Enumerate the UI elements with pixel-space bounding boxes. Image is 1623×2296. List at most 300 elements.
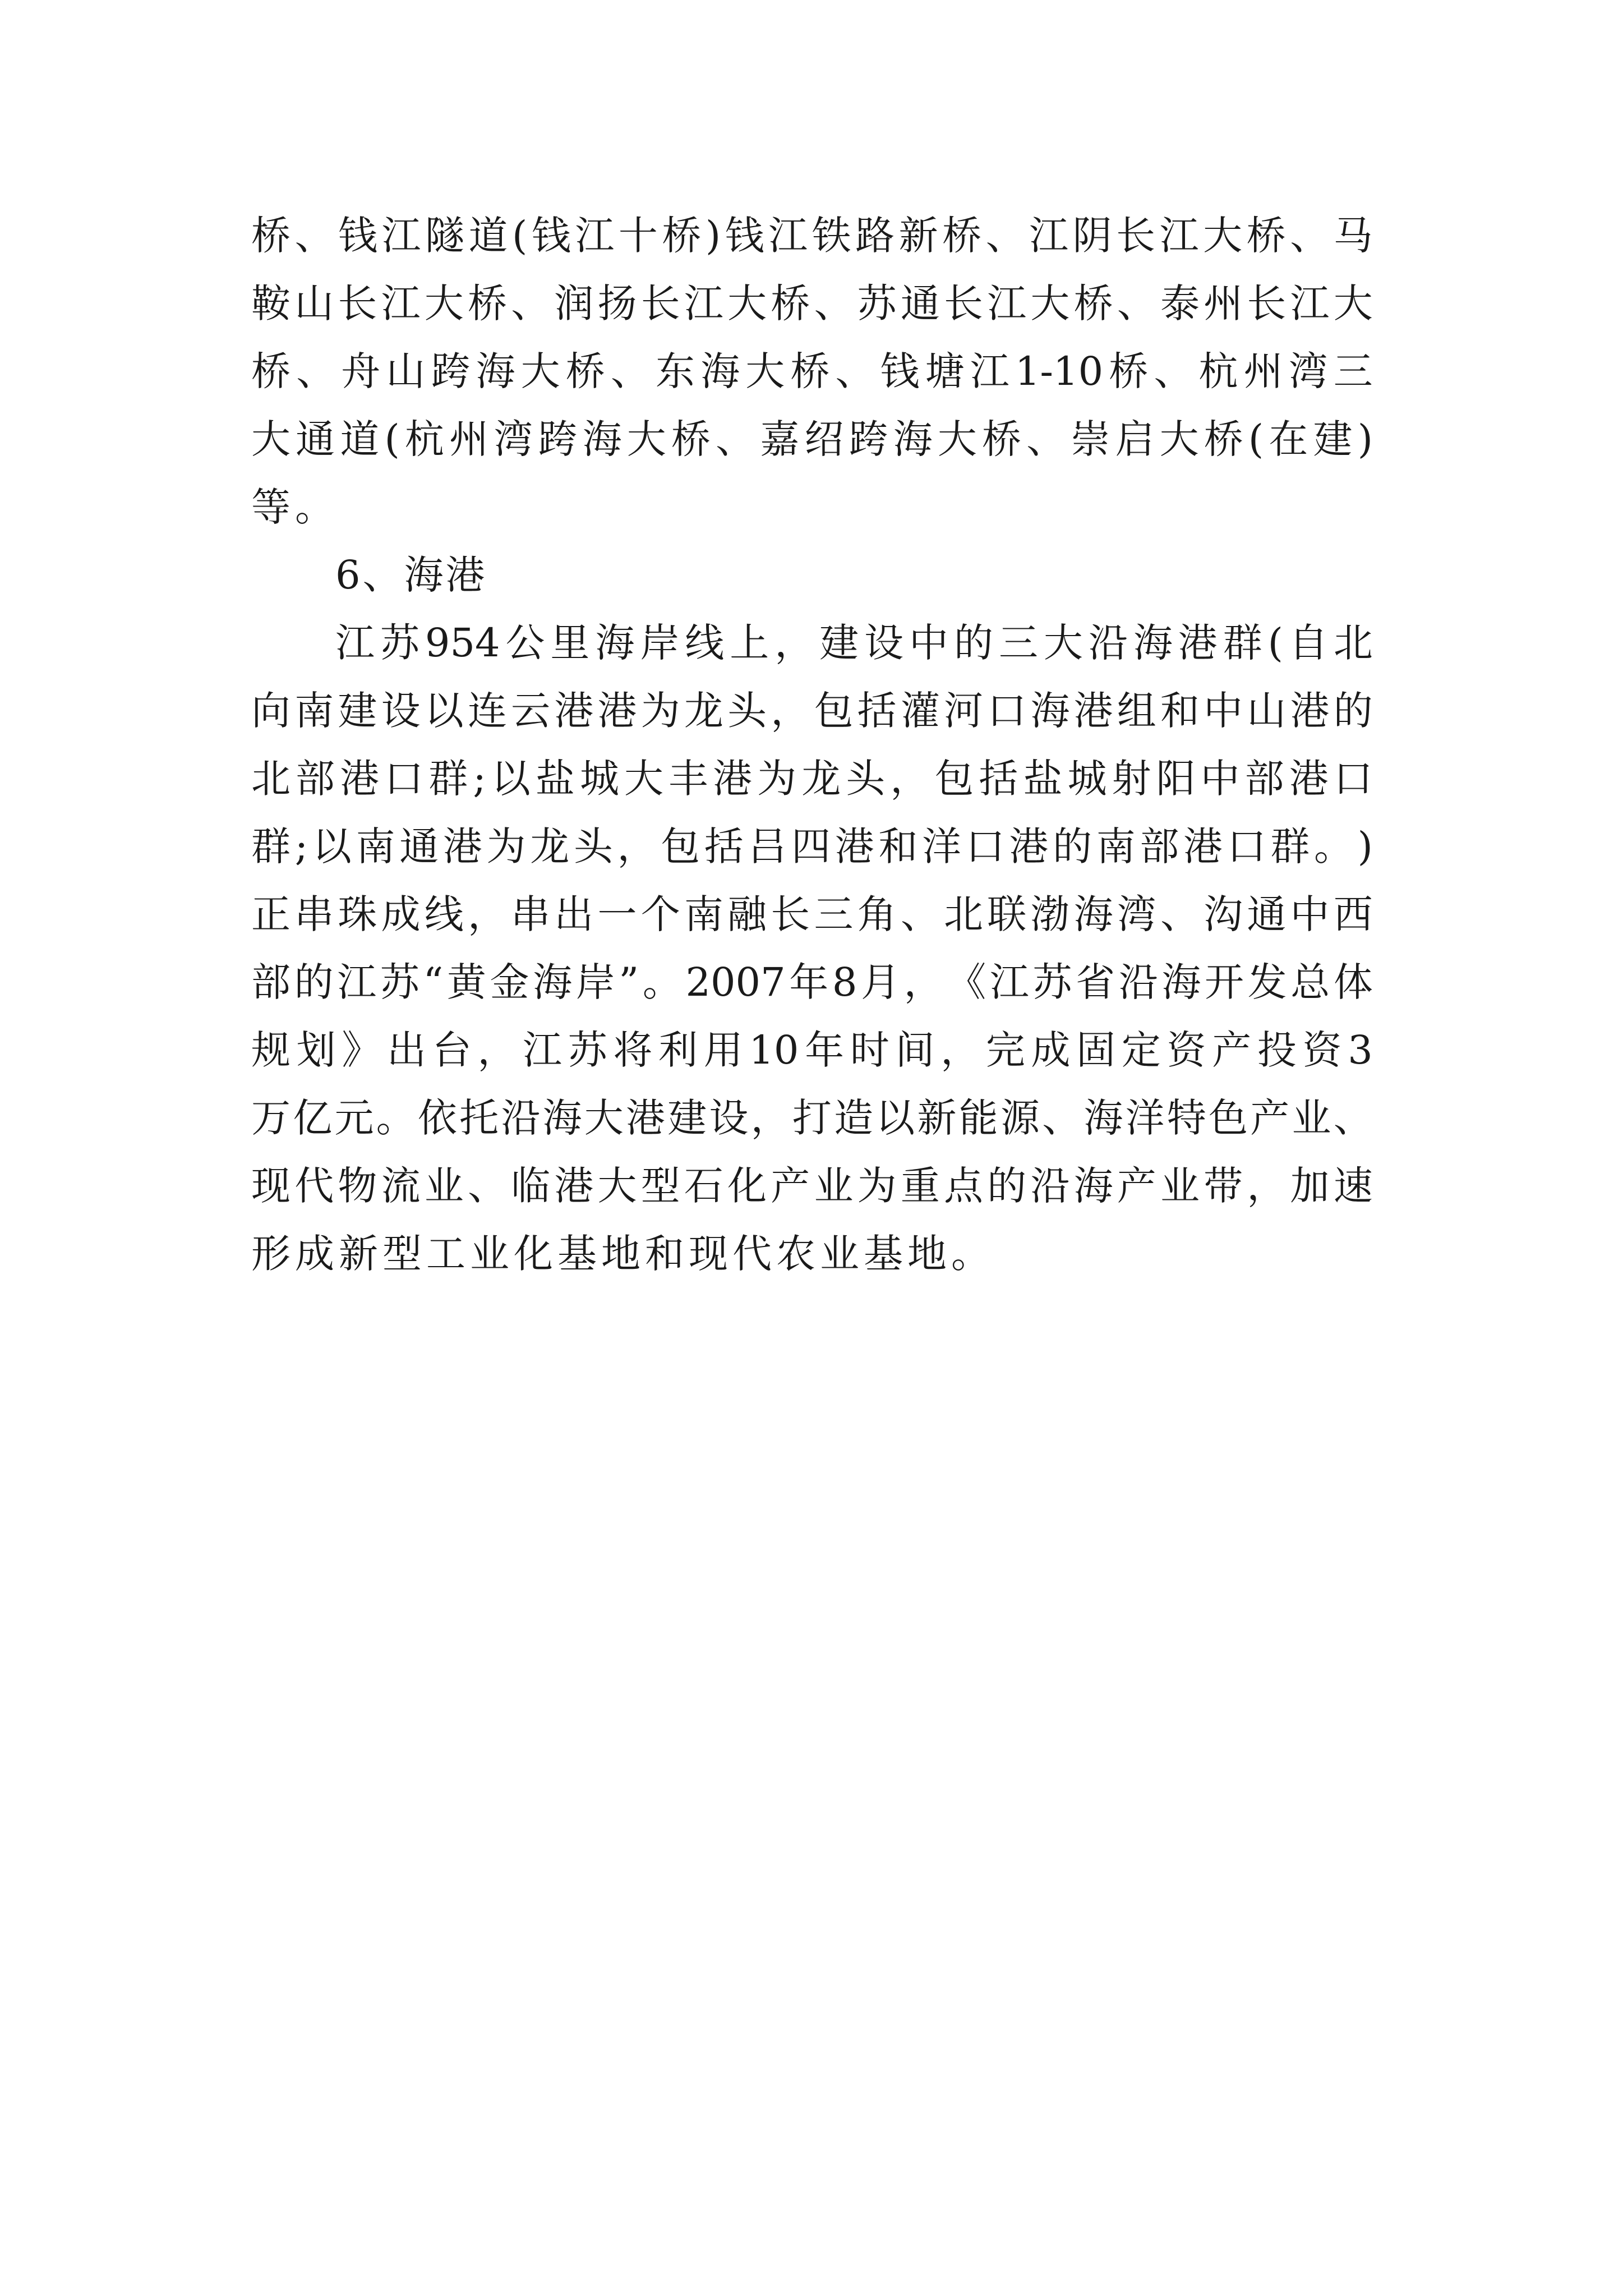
glyph: 重 xyxy=(900,1163,940,1209)
glyph: 港 xyxy=(1009,823,1049,869)
glyph: 铁 xyxy=(811,213,851,259)
glyph: 苏 xyxy=(568,1027,607,1073)
glyph: 个 xyxy=(640,891,680,937)
text-line xyxy=(251,609,1373,677)
glyph: 亿 xyxy=(293,1095,333,1141)
glyph: 沿 xyxy=(1088,620,1128,666)
glyph: 口 xyxy=(987,688,1027,734)
glyph: 串 xyxy=(294,891,334,937)
glyph: 为 xyxy=(640,688,680,734)
glyph: 、 xyxy=(1117,280,1156,326)
glyph: 为 xyxy=(486,823,526,869)
glyph: 上 xyxy=(730,620,769,666)
glyph: 建 xyxy=(1313,416,1353,462)
glyph: 通 xyxy=(399,823,439,869)
glyph: 托 xyxy=(459,1095,499,1141)
glyph: 跨 xyxy=(538,416,578,462)
glyph: 和 xyxy=(1160,688,1200,734)
glyph: 大 xyxy=(1043,620,1083,666)
glyph: 设 xyxy=(709,1095,749,1141)
glyph: 、 xyxy=(1026,416,1066,462)
text-line xyxy=(251,406,1373,473)
document-body xyxy=(251,202,1373,1288)
glyph: 渤 xyxy=(1030,891,1070,937)
text-line xyxy=(251,1084,1373,1152)
glyph: 海 xyxy=(1030,688,1070,734)
glyph: 盐 xyxy=(535,756,575,802)
text-line xyxy=(251,745,1373,813)
glyph: 钱 xyxy=(338,213,377,259)
glyph: 山 xyxy=(294,280,334,326)
glyph: 州 xyxy=(1204,280,1243,326)
glyph: 长 xyxy=(338,280,377,326)
glyph: 群 xyxy=(428,756,468,802)
glyph: 造 xyxy=(834,1095,874,1141)
glyph: 划 xyxy=(296,1027,336,1073)
glyph: 三 xyxy=(1333,348,1373,394)
glyph: 的 xyxy=(954,620,993,666)
glyph: 港 xyxy=(1178,620,1218,666)
glyph: 龙 xyxy=(530,823,570,869)
glyph: 括 xyxy=(704,823,744,869)
glyph: 舟 xyxy=(341,348,381,394)
glyph: 大 xyxy=(597,1163,637,1209)
glyph: 的 xyxy=(987,1163,1027,1209)
glyph: 十 xyxy=(618,213,658,259)
glyph: 桥 xyxy=(565,348,605,394)
glyph: 固 xyxy=(1076,1027,1116,1073)
glyph: ( xyxy=(1248,416,1264,462)
glyph: 年 xyxy=(789,959,829,1005)
glyph: 北 xyxy=(251,756,291,802)
glyph: 河 xyxy=(944,688,983,734)
glyph: 速 xyxy=(1333,1163,1373,1209)
glyph: 中 xyxy=(909,620,949,666)
glyph: 利 xyxy=(658,1027,698,1073)
glyph: 跨 xyxy=(849,416,888,462)
glyph: 射 xyxy=(1112,756,1151,802)
glyph: 钱 xyxy=(880,348,920,394)
glyph: 发 xyxy=(1247,959,1287,1005)
glyph: 10 xyxy=(749,1027,799,1073)
glyph: 特 xyxy=(1166,1095,1206,1141)
glyph: 道 xyxy=(468,213,508,259)
glyph: 角 xyxy=(857,891,897,937)
glyph: 钱 xyxy=(531,213,571,259)
glyph: 、 xyxy=(511,280,551,326)
glyph: 设 xyxy=(864,620,904,666)
glyph: 、 xyxy=(296,348,336,394)
glyph: ( xyxy=(512,213,528,259)
glyph: 跨 xyxy=(431,348,471,394)
glyph: 2007 xyxy=(685,959,786,1005)
glyph: 沿 xyxy=(1118,959,1158,1005)
glyph: 塘 xyxy=(925,348,965,394)
text-line xyxy=(251,881,1373,949)
glyph: 泰 xyxy=(1160,280,1200,326)
glyph: 源 xyxy=(1000,1095,1040,1141)
glyph: 、 xyxy=(814,280,854,326)
glyph: 海 xyxy=(1073,1163,1113,1209)
glyph: 包 xyxy=(934,756,974,802)
glyph: 8 xyxy=(832,959,857,1005)
glyph: 时 xyxy=(850,1027,889,1073)
glyph: 、 xyxy=(1042,1095,1082,1141)
glyph: 》 xyxy=(342,1027,381,1073)
glyph: 桥 xyxy=(1109,348,1149,394)
glyph: 海 xyxy=(700,348,740,394)
glyph: 现 xyxy=(251,1163,291,1209)
glyph: 型 xyxy=(640,1163,680,1209)
glyph: ; xyxy=(294,823,308,869)
glyph: 江 xyxy=(381,213,421,259)
glyph: 云 xyxy=(511,688,551,734)
glyph: 台 xyxy=(432,1027,472,1073)
glyph: ， xyxy=(477,1027,517,1073)
glyph: 杭 xyxy=(404,416,444,462)
glyph: 苏 xyxy=(380,620,419,666)
glyph: 海 xyxy=(1133,620,1173,666)
glyph: 和 xyxy=(878,823,918,869)
glyph: 江 xyxy=(335,620,375,666)
glyph: 部 xyxy=(1244,756,1284,802)
glyph: 山 xyxy=(1247,688,1287,734)
glyph: ， xyxy=(750,1095,790,1141)
glyph: 设 xyxy=(381,688,421,734)
glyph: 中 xyxy=(1290,891,1330,937)
text-line xyxy=(251,813,1373,881)
glyph: 江 xyxy=(1290,280,1330,326)
glyph: 产 xyxy=(771,1163,810,1209)
glyph: 规 xyxy=(251,1027,291,1073)
glyph: 产 xyxy=(1212,1027,1252,1073)
glyph: 海 xyxy=(1073,891,1113,937)
glyph: 江 xyxy=(1159,213,1199,259)
glyph: 州 xyxy=(449,416,489,462)
glyph: 临 xyxy=(511,1163,551,1209)
glyph: 洋 xyxy=(922,823,962,869)
glyph: 岸 xyxy=(640,620,680,666)
glyph: 部 xyxy=(1140,823,1179,869)
glyph: 年 xyxy=(805,1027,845,1073)
text-line xyxy=(251,949,1373,1016)
glyph: 隧 xyxy=(425,213,464,259)
glyph: 石 xyxy=(684,1163,723,1209)
glyph: 港 xyxy=(597,688,637,734)
glyph: ， xyxy=(903,959,943,1005)
glyph: 江 xyxy=(989,959,1029,1005)
glyph: 海 xyxy=(893,416,933,462)
glyph: 港 xyxy=(1290,688,1330,734)
glyph: 龙 xyxy=(801,756,841,802)
glyph: 括 xyxy=(857,688,897,734)
glyph: 港 xyxy=(1073,688,1113,734)
glyph: 以 xyxy=(491,756,531,802)
glyph: 大 xyxy=(624,756,664,802)
glyph: 苏 xyxy=(1032,959,1072,1005)
glyph: 北 xyxy=(1333,620,1373,666)
glyph: 《 xyxy=(947,959,986,1005)
glyph: 扬 xyxy=(597,280,637,326)
glyph: 中 xyxy=(1204,688,1243,734)
glyph: 成 xyxy=(381,891,421,937)
glyph: 岸 xyxy=(575,959,615,1005)
paragraph-seaports xyxy=(251,609,1373,1288)
glyph: 完 xyxy=(985,1027,1025,1073)
glyph: 业 xyxy=(424,1163,464,1209)
glyph: 港 xyxy=(625,1095,665,1141)
glyph: 沟 xyxy=(1204,891,1243,937)
glyph: 大 xyxy=(584,1095,624,1141)
glyph: 大 xyxy=(1333,280,1373,326)
glyph: 包 xyxy=(661,823,700,869)
glyph: ， xyxy=(774,620,814,666)
glyph: 桥 xyxy=(1246,213,1286,259)
glyph: 线 xyxy=(685,620,725,666)
glyph: 沿 xyxy=(1030,1163,1070,1209)
glyph: 、 xyxy=(716,416,755,462)
glyph: 山 xyxy=(386,348,426,394)
glyph: 长 xyxy=(771,891,810,937)
glyph: 为 xyxy=(757,756,797,802)
glyph: 开 xyxy=(1205,959,1244,1005)
glyph: 954 xyxy=(425,620,500,666)
glyph: 、 xyxy=(900,891,940,937)
text-line xyxy=(251,270,1373,338)
glyph: 苏 xyxy=(857,280,897,326)
glyph: ) xyxy=(1357,823,1373,869)
glyph: 投 xyxy=(1257,1027,1297,1073)
glyph: 桥 xyxy=(671,416,711,462)
glyph: 启 xyxy=(1115,416,1155,462)
glyph: 丰 xyxy=(668,756,708,802)
glyph: 长 xyxy=(1247,280,1287,326)
glyph: 串 xyxy=(511,891,551,937)
glyph: 一 xyxy=(597,891,637,937)
glyph: 沿 xyxy=(501,1095,541,1141)
glyph: 港 xyxy=(554,1163,594,1209)
glyph: 口 xyxy=(384,756,424,802)
glyph: 江 xyxy=(337,959,377,1005)
glyph: 海 xyxy=(1083,1095,1123,1141)
glyph: ( xyxy=(384,416,400,462)
text-line xyxy=(251,1016,1373,1084)
glyph: 海 xyxy=(533,959,573,1005)
glyph: 头 xyxy=(846,756,886,802)
glyph: 头 xyxy=(573,823,613,869)
glyph: ) xyxy=(1357,416,1373,462)
glyph: 通 xyxy=(296,416,335,462)
glyph: 色 xyxy=(1209,1095,1248,1141)
glyph: 桥 xyxy=(251,348,291,394)
glyph: 润 xyxy=(554,280,594,326)
glyph: 西 xyxy=(1333,891,1373,937)
glyph: 新 xyxy=(898,213,938,259)
glyph: 大 xyxy=(251,416,291,462)
glyph: 金 xyxy=(490,959,529,1005)
glyph: 、 xyxy=(1333,1095,1373,1141)
glyph: 道 xyxy=(340,416,380,462)
glyph: 港 xyxy=(1183,823,1223,869)
glyph: 大 xyxy=(1030,280,1070,326)
glyph: 大 xyxy=(727,280,767,326)
glyph: 黄 xyxy=(446,959,486,1005)
glyph: 中 xyxy=(1200,756,1240,802)
glyph: 资 xyxy=(1302,1027,1342,1073)
text-line: 形成新型工业化基地和现代农业基地。 xyxy=(251,1231,995,1277)
glyph: 、 xyxy=(610,348,650,394)
glyph: ， xyxy=(1247,1163,1287,1209)
glyph: 阳 xyxy=(1156,756,1196,802)
glyph: 城 xyxy=(1067,756,1107,802)
glyph: 连 xyxy=(467,688,507,734)
glyph: 的 xyxy=(294,959,334,1005)
glyph: 江 xyxy=(768,213,808,259)
glyph: ( xyxy=(1267,620,1283,666)
glyph: 自 xyxy=(1288,620,1328,666)
glyph: 以 xyxy=(424,688,464,734)
glyph: 桥 xyxy=(790,348,830,394)
glyph: 港 xyxy=(340,756,380,802)
glyph: 将 xyxy=(613,1027,653,1073)
glyph: ) xyxy=(705,213,721,259)
glyph: 包 xyxy=(814,688,854,734)
glyph: 江 xyxy=(684,280,723,326)
glyph: 杭 xyxy=(1198,348,1238,394)
glyph: 桥 xyxy=(942,213,982,259)
glyph: 为 xyxy=(857,1163,897,1209)
glyph: 路 xyxy=(855,213,895,259)
glyph: 港 xyxy=(1289,756,1329,802)
glyph: ， xyxy=(890,756,930,802)
glyph: 南 xyxy=(684,891,723,937)
glyph: ， xyxy=(617,823,657,869)
glyph: 苏 xyxy=(380,959,419,1005)
glyph: 新 xyxy=(917,1095,957,1141)
glyph: 大 xyxy=(520,348,560,394)
glyph: 大 xyxy=(1159,416,1199,462)
glyph: 向 xyxy=(251,688,291,734)
text-line xyxy=(251,677,1373,745)
glyph: 江 xyxy=(970,348,1009,394)
glyph: 。 xyxy=(642,959,682,1005)
glyph: 南 xyxy=(1096,823,1136,869)
glyph: 出 xyxy=(387,1027,427,1073)
glyph: 代 xyxy=(294,1163,334,1209)
glyph: 群 xyxy=(1223,620,1262,666)
glyph: 流 xyxy=(381,1163,421,1209)
glyph: 马 xyxy=(1333,213,1373,259)
glyph: 部 xyxy=(251,959,291,1005)
glyph: 城 xyxy=(579,756,619,802)
glyph: 正 xyxy=(251,891,291,937)
glyph: 产 xyxy=(1250,1095,1290,1141)
glyph: 组 xyxy=(1117,688,1156,734)
glyph: 桥 xyxy=(1073,280,1113,326)
text-line xyxy=(251,1152,1373,1220)
glyph: 、 xyxy=(1290,213,1330,259)
glyph: 阴 xyxy=(1072,213,1112,259)
glyph: 、 xyxy=(985,213,1025,259)
glyph: 间 xyxy=(895,1027,935,1073)
glyph: 江 xyxy=(1029,213,1069,259)
glyph: 头 xyxy=(727,688,767,734)
glyph: 联 xyxy=(987,891,1027,937)
glyph: 1-10 xyxy=(1015,348,1104,394)
glyph: 鞍 xyxy=(251,280,291,326)
glyph: 龙 xyxy=(684,688,723,734)
glyph: 灌 xyxy=(900,688,940,734)
glyph: 海 xyxy=(476,348,515,394)
glyph: 港 xyxy=(442,823,482,869)
section-heading: 6、海港 xyxy=(335,552,487,598)
glyph: 海 xyxy=(582,416,622,462)
glyph: 公 xyxy=(505,620,545,666)
glyph: 群 xyxy=(251,823,291,869)
glyph: ” xyxy=(619,959,639,1005)
glyph: 成 xyxy=(1031,1027,1071,1073)
glyph: 资 xyxy=(1166,1027,1206,1073)
glyph: 、 xyxy=(467,1163,507,1209)
glyph: 大 xyxy=(626,416,666,462)
glyph: 东 xyxy=(655,348,695,394)
glyph: 江 xyxy=(575,213,615,259)
glyph: 口 xyxy=(965,823,1005,869)
glyph: 群 xyxy=(1270,823,1310,869)
glyph: 依 xyxy=(417,1095,457,1141)
glyph: 在 xyxy=(1269,416,1308,462)
glyph: 绍 xyxy=(804,416,844,462)
paragraph-bridges xyxy=(251,202,1373,541)
glyph: 海 xyxy=(542,1095,582,1141)
glyph: 产 xyxy=(1117,1163,1156,1209)
glyph: 以 xyxy=(312,823,352,869)
glyph: 崇 xyxy=(1071,416,1110,462)
glyph: 省 xyxy=(1076,959,1115,1005)
glyph: 出 xyxy=(554,891,594,937)
glyph: 海 xyxy=(595,620,635,666)
glyph: 口 xyxy=(1227,823,1266,869)
glyph: 南 xyxy=(356,823,395,869)
text-line xyxy=(251,202,1373,270)
glyph: 盐 xyxy=(1023,756,1063,802)
glyph: 体 xyxy=(1333,959,1373,1005)
glyph: 长 xyxy=(944,280,983,326)
glyph: 以 xyxy=(875,1095,915,1141)
glyph: 3 xyxy=(1348,1027,1373,1073)
glyph: 括 xyxy=(979,756,1018,802)
glyph: 江 xyxy=(381,280,421,326)
glyph: 带 xyxy=(1204,1163,1243,1209)
glyph: 打 xyxy=(792,1095,832,1141)
glyph: 吕 xyxy=(748,823,787,869)
glyph: “ xyxy=(423,959,444,1005)
glyph: 州 xyxy=(1243,348,1283,394)
text-line: 等。 xyxy=(251,484,339,530)
glyph: 。 xyxy=(1314,823,1353,869)
glyph: 万 xyxy=(251,1095,291,1141)
glyph: 口 xyxy=(1333,756,1373,802)
glyph: 线 xyxy=(424,891,464,937)
glyph: 港 xyxy=(834,823,874,869)
glyph: 桥 xyxy=(251,213,291,259)
glyph: 能 xyxy=(958,1095,998,1141)
glyph: 桥 xyxy=(1204,416,1243,462)
glyph: 。 xyxy=(376,1095,416,1141)
glyph: 海 xyxy=(1161,959,1201,1005)
glyph: 、 xyxy=(1160,891,1200,937)
glyph: 加 xyxy=(1290,1163,1330,1209)
